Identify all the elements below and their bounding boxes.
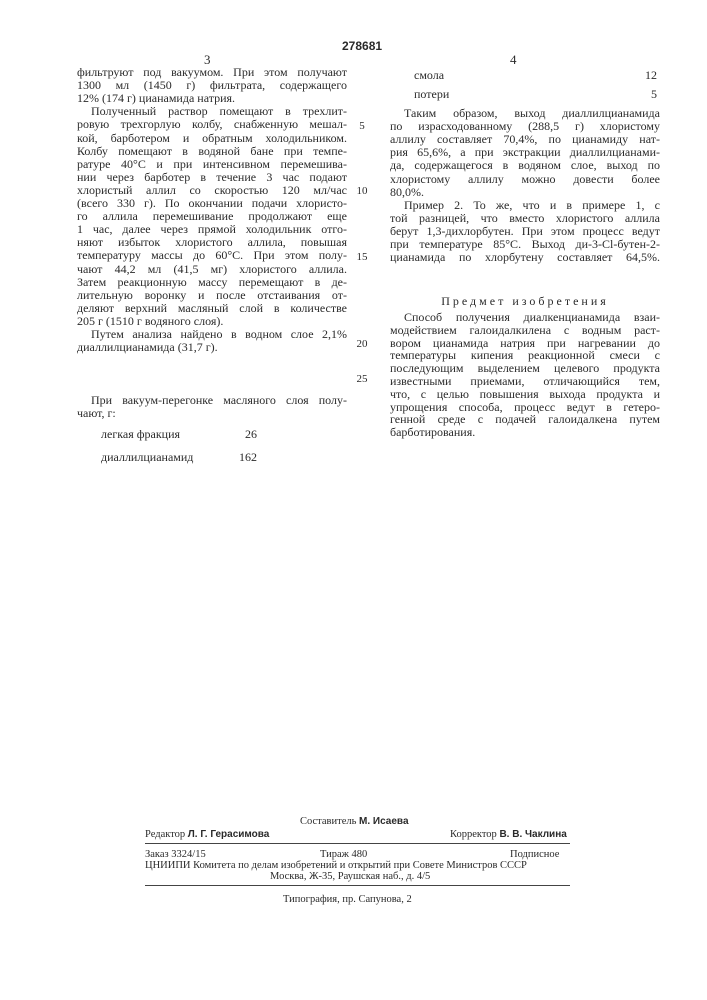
text-line: лительную воронку и после отстаивания от- <box>77 289 347 302</box>
line-number-marker: 25 <box>352 373 372 385</box>
text-line: кой, барботером и обратным холодильником. <box>77 132 347 145</box>
order-number: Заказ 3324/15 <box>145 849 206 860</box>
text-line: да, содержащегося в водяном слое, выход по <box>390 159 660 172</box>
subscription: Подписное <box>510 849 559 860</box>
address: Москва, Ж-35, Раушская наб., д. 4/5 <box>270 871 430 882</box>
text-line: 1300 мл (1450 г) фильтрата, содержащего <box>77 79 347 92</box>
page-number-left: 3 <box>204 52 211 68</box>
text-line: что, с целью повышения выхода продукта и <box>390 388 660 401</box>
claims-heading: Предмет изобретения <box>390 295 660 308</box>
text-line: Затем реакционную массу перемещают в де- <box>77 276 347 289</box>
text-line: го аллила перемешивание продолжают еще <box>77 210 347 223</box>
text-line: чают, г: <box>77 407 347 420</box>
text-line: чают 44,2 мл (41,5 мг) хлористого аллила. <box>77 263 347 276</box>
list-item-name: легкая фракция <box>101 427 180 442</box>
compiler <box>300 816 409 827</box>
text-line: температуру массы до 60°C. При этом полу- <box>77 249 347 262</box>
printing-house: Типография, пр. Сапунова, 2 <box>283 894 412 905</box>
organization: ЦНИИПИ Комитета по делам изобретений и открытий при Совете Министров СССР <box>145 860 527 871</box>
text-line: 80,0%. <box>390 186 660 199</box>
list-item-value: 162 <box>227 450 257 465</box>
text-line: известными приемами, отличающийся тем, <box>390 375 660 388</box>
text-line: 1 час, далее через прямой холодильник отго- <box>77 223 347 236</box>
text-line: Пример 2. То же, что и в примере 1, с <box>390 199 660 212</box>
line-number-marker: 15 <box>352 251 372 263</box>
editor-name: Л. Г. Герасимова <box>188 829 270 840</box>
text-line: Таким образом, выход диаллилцианамида <box>390 107 660 120</box>
text-line: при температуре 85°C. Выход ди-3-Cl-бутен-2- <box>390 238 660 251</box>
text-line: по израсходованному (288,5 г) хлористому <box>390 120 660 133</box>
text-line: температуры кипения реакционной смеси с <box>390 349 660 362</box>
text-line: 12% (174 г) цианамида натрия. <box>77 92 347 105</box>
text-line: Колбу помещают в водяной бане при темпе- <box>77 145 347 158</box>
line-number-marker: 10 <box>352 185 372 197</box>
text-line: ратуре 40°C и при интенсивном перемешива- <box>77 158 347 171</box>
corrector-name: В. В. Чаклина <box>499 829 566 840</box>
text-line: 205 г (1510 г водяного слоя). <box>77 315 347 328</box>
text-line: При вакуум-перегонке масляного слоя полу- <box>77 394 347 407</box>
text-line: цианамида по хлорбутену составляет 64,5%. <box>390 251 660 264</box>
list-item-value: 26 <box>227 427 257 442</box>
divider <box>145 843 570 844</box>
text-line: Путем анализа найдено в водном слое 2,1% <box>77 328 347 341</box>
text-line: нии через барботер в течение 3 час подают <box>77 171 347 184</box>
text-line: ровую трехгорлую колбу, снабженную мешал- <box>77 118 347 131</box>
text-line: берут 1,3-дихлорбутен. При этом процесс ведут <box>390 225 660 238</box>
list-item-value: 5 <box>627 87 657 102</box>
text-line: вором цианамида натрия при нагревании до <box>390 337 660 350</box>
list-item-name: диаллилцианамид <box>101 450 193 465</box>
text-line: хлористый аллил со скоростью 120 мл/час <box>77 184 347 197</box>
text-line: диаллилцианамида (31,7 г). <box>77 341 347 354</box>
editor <box>145 829 269 840</box>
line-number-marker: 5 <box>352 120 372 132</box>
text-line: модействием галоидалкилена с водным раст- <box>390 324 660 337</box>
compiler-name: М. Исаева <box>359 816 408 827</box>
list-item-name: смола <box>414 68 444 83</box>
patent-number: 278681 <box>342 39 382 53</box>
list-item-value: 12 <box>627 68 657 83</box>
text-line: аллилу составляет 70,4%, по цианамиду нат- <box>390 133 660 146</box>
text-line: барботирования. <box>390 426 660 439</box>
line-number-marker: 20 <box>352 338 372 350</box>
text-line: деляют верхний масляный слой в количестве <box>77 302 347 315</box>
text-line: той разницей, что вместо хлористого аллила <box>390 212 660 225</box>
circulation: Тираж 480 <box>320 849 367 860</box>
editor-label: Редактор <box>145 829 185 840</box>
text-line: рия 65,6%, а при экстракции диаллилцианами- <box>390 146 660 159</box>
text-line: последующим выделением целевого продукта <box>390 362 660 375</box>
text-line: Способ получения диалкенцианамида взаи- <box>390 311 660 324</box>
text-line: Полученный раствор помещают в трехлит- <box>77 105 347 118</box>
text-line: упрощения способа, процесс ведут в гетеро- <box>390 401 660 414</box>
page-number-right: 4 <box>510 52 517 68</box>
text-line: фильтруют под вакуумом. При этом получают <box>77 66 347 79</box>
corrector <box>450 829 567 840</box>
text-line: хлористому аллилу можно довести более <box>390 173 660 186</box>
list-item-name: потери <box>414 87 449 102</box>
corrector-label: Корректор <box>450 829 497 840</box>
compiler-label: Составитель <box>300 816 356 827</box>
divider <box>145 885 570 886</box>
text-line: (всего 330 г). По окончании подачи хлористо- <box>77 197 347 210</box>
text-line: няют избыток хлористого аллила, повышая <box>77 236 347 249</box>
text-line: генной среде с подачей галоидалкена путем <box>390 413 660 426</box>
